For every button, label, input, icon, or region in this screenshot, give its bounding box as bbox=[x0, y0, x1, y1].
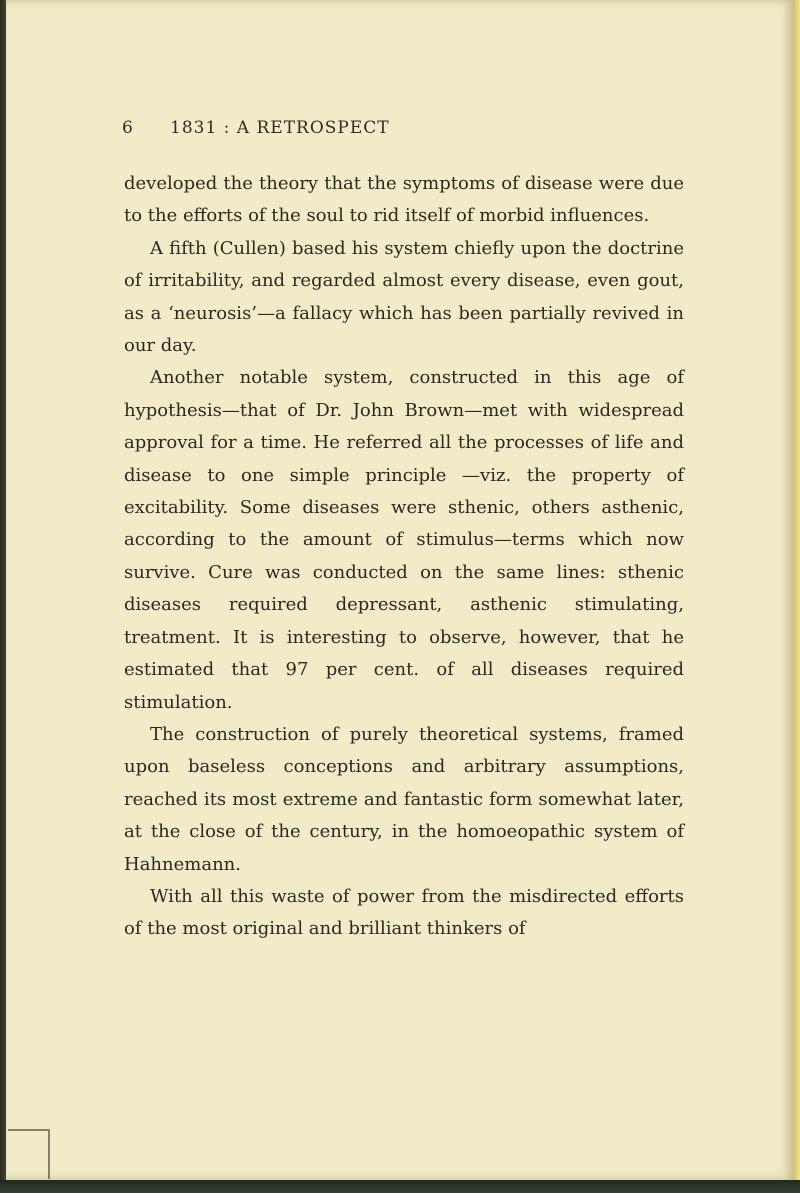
running-head: 1831 : A RETROSPECT bbox=[170, 118, 390, 138]
body-text bbox=[124, 168, 684, 946]
page-header bbox=[0, 118, 800, 148]
page-number: 6 bbox=[122, 118, 133, 138]
paragraph-2: A fifth (Cullen) based his system chiefly upon the doctrine of irritability, and regarded almost every disease, even gout, as a ‘neurosis’—a fallacy which has been partially revived in our day. bbox=[124, 237, 684, 357]
paragraph-4: The construction of purely theoretical systems, framed upon baseless conceptions and arbitrary assumptions, reached its most extreme and fantastic form somewhat later, at the close of the century, in the homoeopathic system of Hahnemann. bbox=[124, 723, 684, 875]
page-gilt-edge bbox=[794, 0, 800, 1193]
paragraph-5: With all this waste of power from the misdirected efforts of the most original and brilliant thinkers of bbox=[124, 885, 684, 940]
bottom-cover-edge bbox=[0, 1180, 800, 1193]
corner-fold-icon bbox=[8, 1129, 50, 1179]
paragraph-3: Another notable system, constructed in this age of hypothesis—that of Dr. John Brown—met with widespread approval for a time. He referred all the processes of life and disease to one simple principle —viz. the property of excitability. Some diseases were sthenic, others asthenic, according to the amount of stimulus—terms which now survive. Cure was conducted on the same lines: sthenic diseases required depressant, asthenic stimulating, treatment. It is interesting to observe, however, that he estimated that 97 per cent. of all diseases required stimulation. bbox=[124, 367, 684, 713]
paragraph-1: developed the theory that the symptoms of disease were due to the efforts of the soul to rid itself of morbid influences. bbox=[124, 173, 684, 227]
